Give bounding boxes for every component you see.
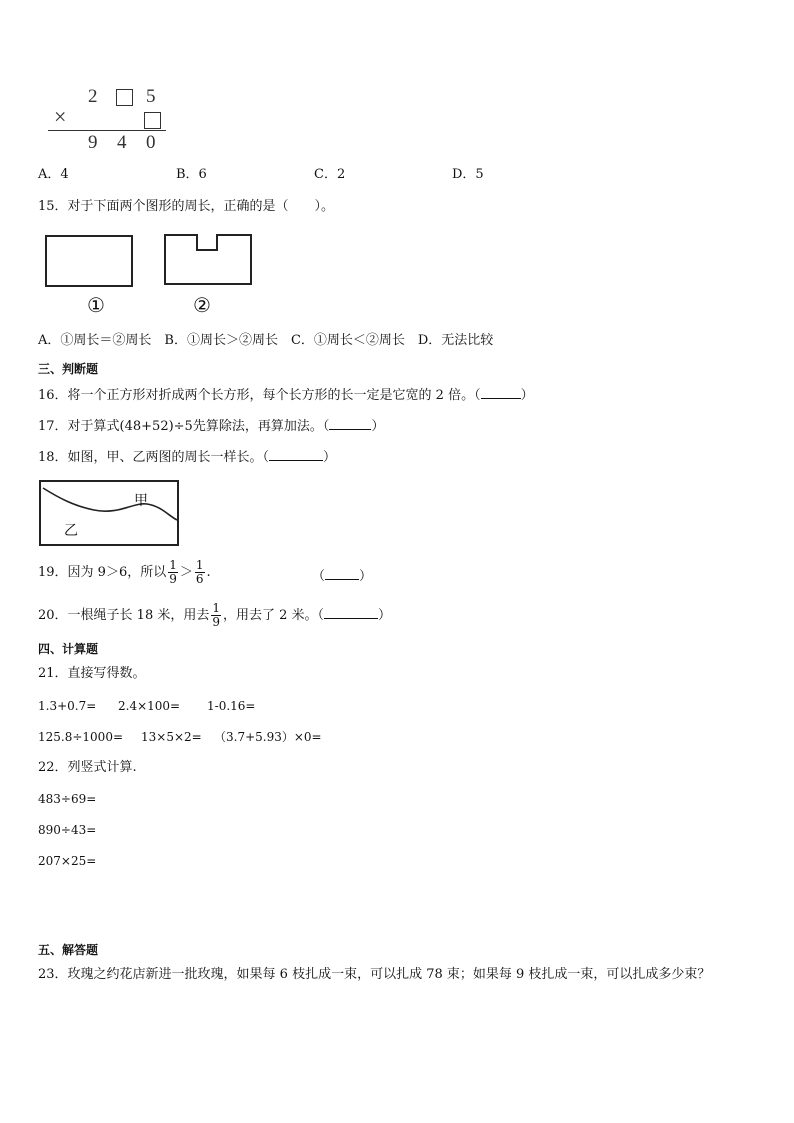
vertical-calc-item: 483÷69= (38, 792, 97, 806)
digit: 2 (88, 86, 98, 107)
question-15: 15．对于下面两个图形的周长，正确的是（ ）。 (38, 199, 335, 214)
figure-label-2: ② (193, 293, 211, 317)
answer-blank[interactable] (324, 606, 378, 619)
blank-box (116, 89, 133, 106)
question-17-text: 17．对于算式(48+52)÷5先算除法，再算加法。（ (38, 419, 330, 434)
calc-item: （3.7+5.93）×0= (214, 730, 322, 744)
fraction-one-ninth (168, 559, 178, 586)
blank-box (144, 112, 161, 129)
question-18-text: 18．如图，甲、乙两图的周长一样长。（ (38, 450, 270, 465)
notched-rectangle-figure-2 (164, 234, 254, 286)
numerator: 1 (195, 558, 204, 572)
answer-blank[interactable] (481, 386, 521, 399)
numerator: 1 (169, 558, 177, 572)
multiplication-puzzle (40, 86, 180, 156)
question-23: 23．玫瑰之约花店新进一批玫瑰，如果每 6 枝扎成一束，可以扎成 78 束；如果每 9 枝扎成一束，可以扎成多少束？ (38, 967, 711, 982)
period: . (206, 565, 211, 580)
option-c: C．2 (314, 167, 346, 182)
denominator: 6 (195, 572, 204, 586)
fraction-one-sixth (195, 559, 205, 586)
vertical-calc-item: 890÷43= (38, 823, 97, 837)
question-17 (38, 417, 384, 435)
split-rectangle-figure (39, 480, 180, 548)
close-paren: ） (378, 608, 392, 623)
denominator: 9 (169, 572, 177, 586)
close-paren: ） (323, 450, 337, 465)
denominator: 9 (212, 615, 220, 629)
digit: 9 (88, 132, 98, 153)
calc-item: 1-0.16= (207, 699, 256, 713)
option-a: A．4 (38, 167, 69, 182)
rectangle-figure-1 (45, 235, 133, 287)
answer-blank[interactable] (325, 567, 359, 580)
open-paren: （ (312, 569, 326, 584)
question-21-title: 21．直接写得数。 (38, 666, 146, 681)
figure-label-1: ① (87, 293, 105, 317)
digit: 4 (117, 132, 127, 153)
vertical-calc-item: 207×25= (38, 854, 97, 868)
section-heading-calculation: 四、计算题 (38, 642, 99, 656)
digit: 0 (146, 132, 156, 153)
question-19-text: 19．因为 9＞6，所以 (38, 565, 167, 580)
question-20-text-end: ，用去了 2 米。（ (223, 608, 325, 623)
question-19 (38, 558, 211, 588)
question-19-answer (312, 567, 372, 585)
section-heading-judgement: 三、判断题 (38, 362, 99, 376)
question-15-options: A．①周长＝②周长 B．①周长＞②周长 C．①周长＜②周长 D．无法比较 (38, 333, 494, 348)
calc-item: 2.4×100= (118, 699, 181, 713)
section-heading-word-problems: 五、解答题 (38, 943, 99, 957)
calc-item: 13×5×2= (141, 730, 202, 744)
answer-blank[interactable] (269, 448, 323, 461)
option-d: D．5 (452, 167, 484, 182)
question-22-title: 22．列竖式计算. (38, 760, 137, 775)
question-20-text: 20．一根绳子长 18 米，用去 (38, 608, 210, 623)
option-b: B．6 (176, 167, 207, 182)
close-paren: ） (520, 388, 534, 403)
question-18 (38, 448, 336, 466)
close-paren: ） (371, 419, 385, 434)
digit: 5 (146, 86, 156, 107)
greater-than: ＞ (179, 565, 193, 580)
numerator: 1 (212, 601, 220, 615)
calc-item: 1.3+0.7= (38, 699, 97, 713)
label-yi: 乙 (64, 523, 78, 539)
question-16-text: 16．将一个正方形对折成两个长方形，每个长方形的长一定是它宽的 2 倍。（ (38, 388, 481, 403)
calc-item: 125.8÷1000= (38, 730, 124, 744)
question-16 (38, 386, 534, 404)
times-sign: × (54, 104, 67, 129)
result-line (48, 130, 166, 131)
label-jia: 甲 (134, 493, 148, 509)
close-paren: ） (359, 569, 373, 584)
fraction-one-ninth (211, 602, 221, 629)
answer-blank[interactable] (329, 417, 371, 430)
question-20 (38, 601, 391, 631)
